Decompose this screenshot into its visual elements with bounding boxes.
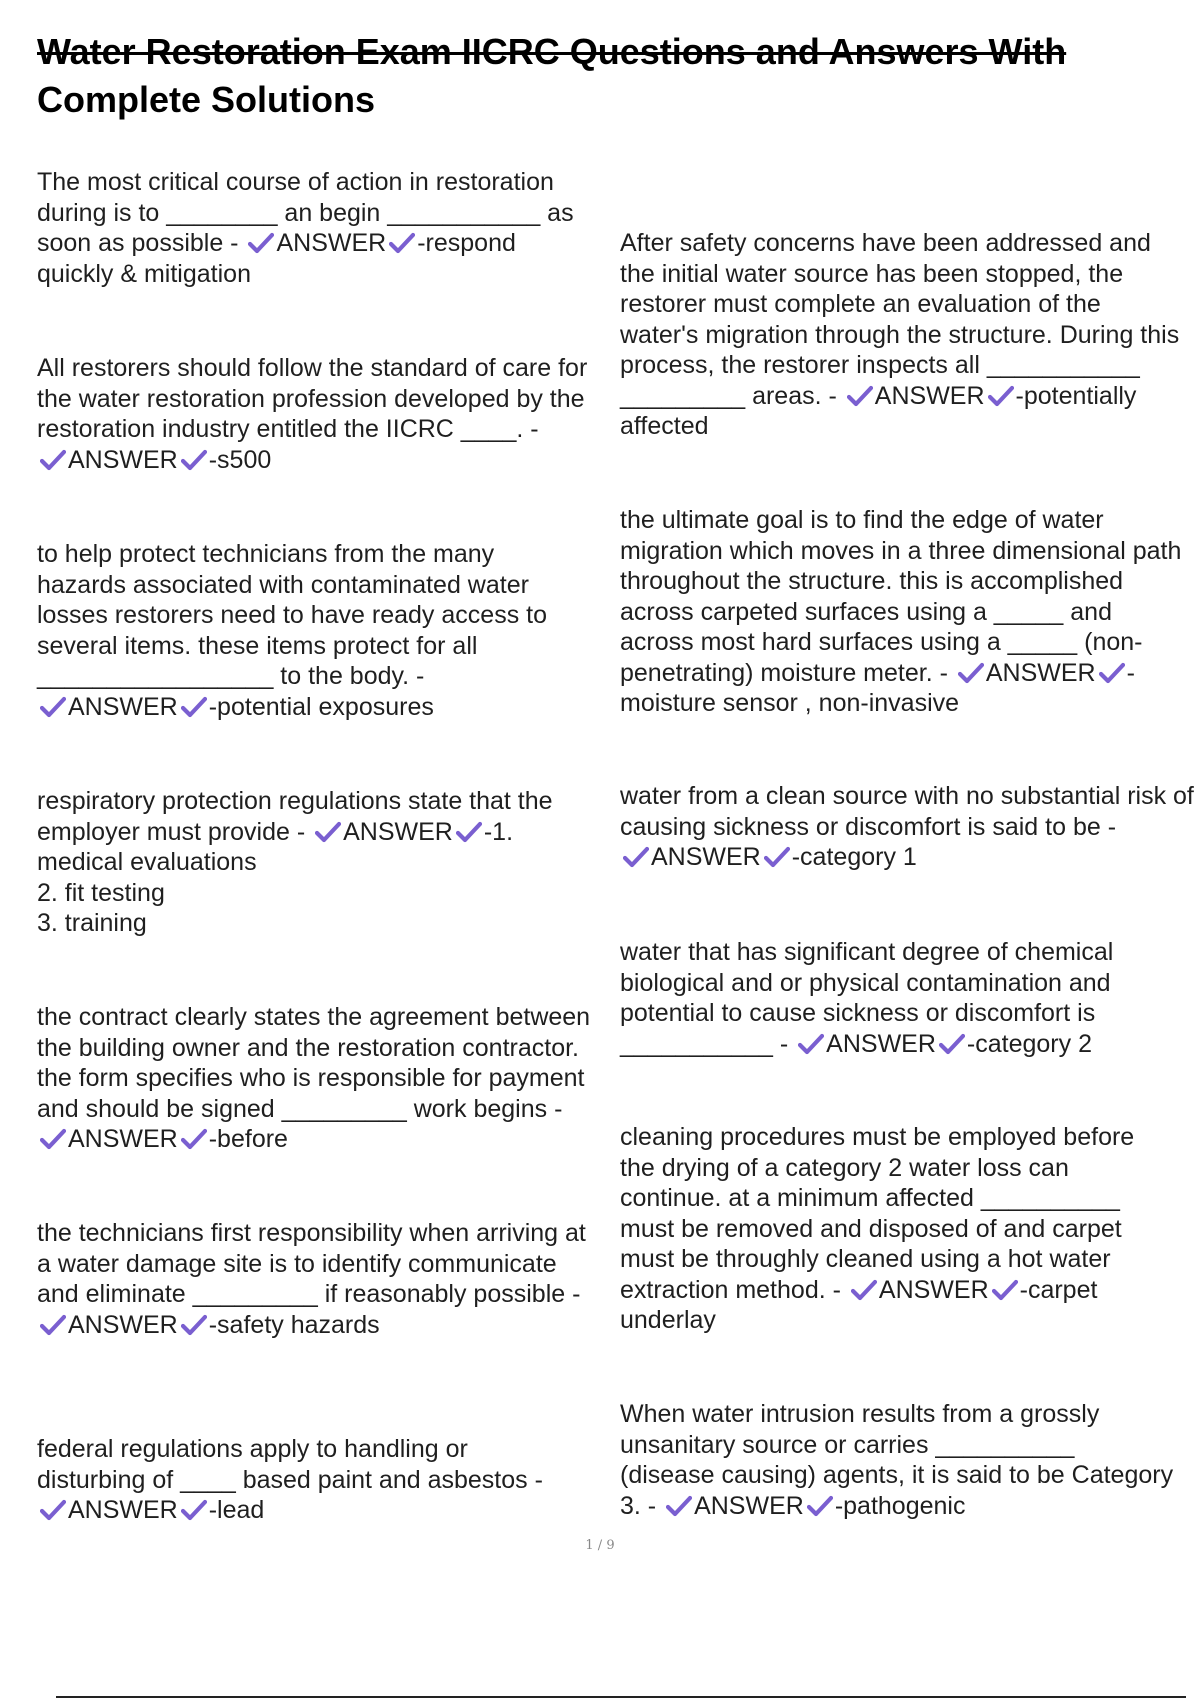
answer-marker xyxy=(795,1030,967,1058)
checkmark-icon xyxy=(40,1499,66,1521)
document-title xyxy=(37,28,1187,124)
checkmark-icon xyxy=(181,1314,207,1336)
checkmark-icon xyxy=(248,232,274,254)
answer-label: ANSWER xyxy=(68,692,178,721)
checkmark-icon xyxy=(798,1033,824,1055)
answer-marker xyxy=(663,1492,835,1520)
answer-label: ANSWER xyxy=(874,381,985,410)
checkmark-icon xyxy=(623,846,649,868)
checkmark-icon xyxy=(988,385,1014,407)
answer-marker xyxy=(312,818,484,846)
answer-text: -lead xyxy=(208,1496,265,1524)
question-text: the contract clearly states the agreement between the building owner and the restoration contractor. the form specifies who is responsible for payment and should be signed _________ work begins - xyxy=(37,1003,591,1123)
answer-text: -before xyxy=(208,1125,288,1153)
answer-marker xyxy=(37,1125,209,1153)
checkmark-icon xyxy=(666,1495,692,1517)
title-line-2: Complete Solutions xyxy=(37,79,376,120)
question-text: All restorers should follow the standard of care for the water restoration profession developed by the restoration industry entitled the IICRC ____. - xyxy=(37,354,588,443)
page-number: 1 / 9 xyxy=(585,1538,615,1553)
answer-marker xyxy=(37,446,209,474)
checkmark-icon xyxy=(958,662,984,684)
bottom-rule xyxy=(56,1696,1186,1698)
checkmark-icon xyxy=(939,1033,965,1055)
checkmark-icon xyxy=(40,1128,66,1150)
qa-item xyxy=(620,1122,1175,1336)
answer-marker xyxy=(245,229,417,257)
answer-marker xyxy=(955,659,1127,687)
question-text: to help protect technicians from the many hazards associated with contaminated water losses restorers need to have ready access to several items. these items protect for all _________________ to the body. - xyxy=(37,540,547,690)
answer-text: -potentially affected xyxy=(620,381,1137,440)
qa-item xyxy=(620,505,1185,719)
answer-text: -potential exposures xyxy=(208,692,434,721)
answer-label: ANSWER xyxy=(878,1275,989,1304)
answer-label: ANSWER xyxy=(826,1029,936,1058)
answer-text: -carpet underlay xyxy=(620,1275,1098,1334)
answer-text: -category 1 xyxy=(791,843,917,871)
checkmark-icon xyxy=(181,696,207,718)
qa-item xyxy=(37,786,582,939)
answer-marker xyxy=(37,1311,209,1339)
answer-text: -safety hazards xyxy=(208,1310,380,1339)
answer-label: ANSWER xyxy=(68,1125,178,1153)
question-text: cleaning procedures must be employed before the drying of a category 2 water loss can continue. at a minimum affected __________ must be removed and disposed of and carpet must be throughly cleaned using a hot water extraction method. - xyxy=(620,1123,1135,1304)
question-text: The most critical course of action in restoration during is to ________ an begin ___________ as soon as possible - xyxy=(37,168,574,257)
answer-text: -category 2 xyxy=(966,1029,1092,1058)
answer-label: ANSWER xyxy=(68,445,178,474)
checkmark-icon xyxy=(389,232,415,254)
answer-marker xyxy=(848,1276,1020,1304)
qa-item xyxy=(620,781,1195,873)
answer-label: ANSWER xyxy=(985,658,1096,687)
question-text: the technicians first responsibility when arriving at a water damage site is to identify communicate and eliminate _________ if reasonably possible - xyxy=(37,1219,586,1308)
question-text: After safety concerns have been addressed and the initial water source has been stopped, the restorer must complete an evaluation of the water's migration through the structure. During this process, the restorer inspects all ___________ _________ areas. - xyxy=(620,229,1180,410)
checkmark-icon xyxy=(40,696,66,718)
answer-text: -pathogenic xyxy=(834,1491,966,1520)
qa-item xyxy=(37,539,582,722)
qa-item xyxy=(37,353,607,475)
checkmark-icon xyxy=(992,1279,1018,1301)
answer-text: -s500 xyxy=(208,445,272,474)
qa-item xyxy=(37,167,577,289)
answer-marker xyxy=(37,693,209,721)
answer-text: -moisture sensor , non-invasive xyxy=(620,658,1135,717)
checkmark-icon xyxy=(40,1314,66,1336)
checkmark-icon xyxy=(181,1128,207,1150)
qa-item xyxy=(620,937,1175,1059)
checkmark-icon xyxy=(456,821,482,843)
checkmark-icon xyxy=(40,449,66,471)
question-text: the ultimate goal is to find the edge of water migration which moves in a three dimensional path throughout the structure. this is accomplished across carpeted surfaces using a _____ and across most hard surfaces using a _____ (non-penetrating) moisture meter. - xyxy=(620,506,1182,687)
answer-label: ANSWER xyxy=(694,1491,804,1520)
qa-item xyxy=(620,1399,1175,1521)
checkmark-icon xyxy=(181,449,207,471)
checkmark-icon xyxy=(847,385,873,407)
question-text: water from a clean source with no substantial risk of causing sickness or discomfort is said to be - xyxy=(620,782,1194,841)
checkmark-icon xyxy=(181,1499,207,1521)
answer-label: ANSWER xyxy=(68,1310,178,1339)
checkmark-icon xyxy=(764,846,790,868)
qa-item xyxy=(620,228,1185,442)
checkmark-icon xyxy=(315,821,341,843)
answer-marker xyxy=(844,382,1016,410)
answer-marker xyxy=(620,843,792,871)
answer-marker xyxy=(37,1496,209,1524)
qa-item xyxy=(37,1434,577,1526)
question-text: respiratory protection regulations state that the employer must provide - xyxy=(37,787,553,846)
answer-label: ANSWER xyxy=(343,817,453,846)
title-line-1: Water Restoration Exam IICRC Questions and Answers With xyxy=(37,31,1067,72)
question-text: water that has significant degree of chemical biological and or physical contamination and potential to cause sickness or discomfort is ___________ - xyxy=(620,938,1114,1058)
checkmark-icon xyxy=(807,1495,833,1517)
answer-label: ANSWER xyxy=(651,843,761,871)
answer-label: ANSWER xyxy=(68,1496,178,1524)
answer-text: -respond quickly & mitigation xyxy=(37,229,516,288)
qa-item xyxy=(37,1218,597,1340)
checkmark-icon xyxy=(851,1279,877,1301)
question-text: When water intrusion results from a grossly unsanitary source or carries __________ (disease causing) agents, it is said to be Category 3. - xyxy=(620,1400,1174,1520)
checkmark-icon xyxy=(1099,662,1125,684)
answer-text: -1. medical evaluations 2. fit testing 3. training xyxy=(37,817,514,937)
question-text: federal regulations apply to handling or disturbing of ____ based paint and asbestos - xyxy=(37,1435,543,1494)
qa-item xyxy=(37,1002,607,1155)
answer-label: ANSWER xyxy=(276,229,387,257)
